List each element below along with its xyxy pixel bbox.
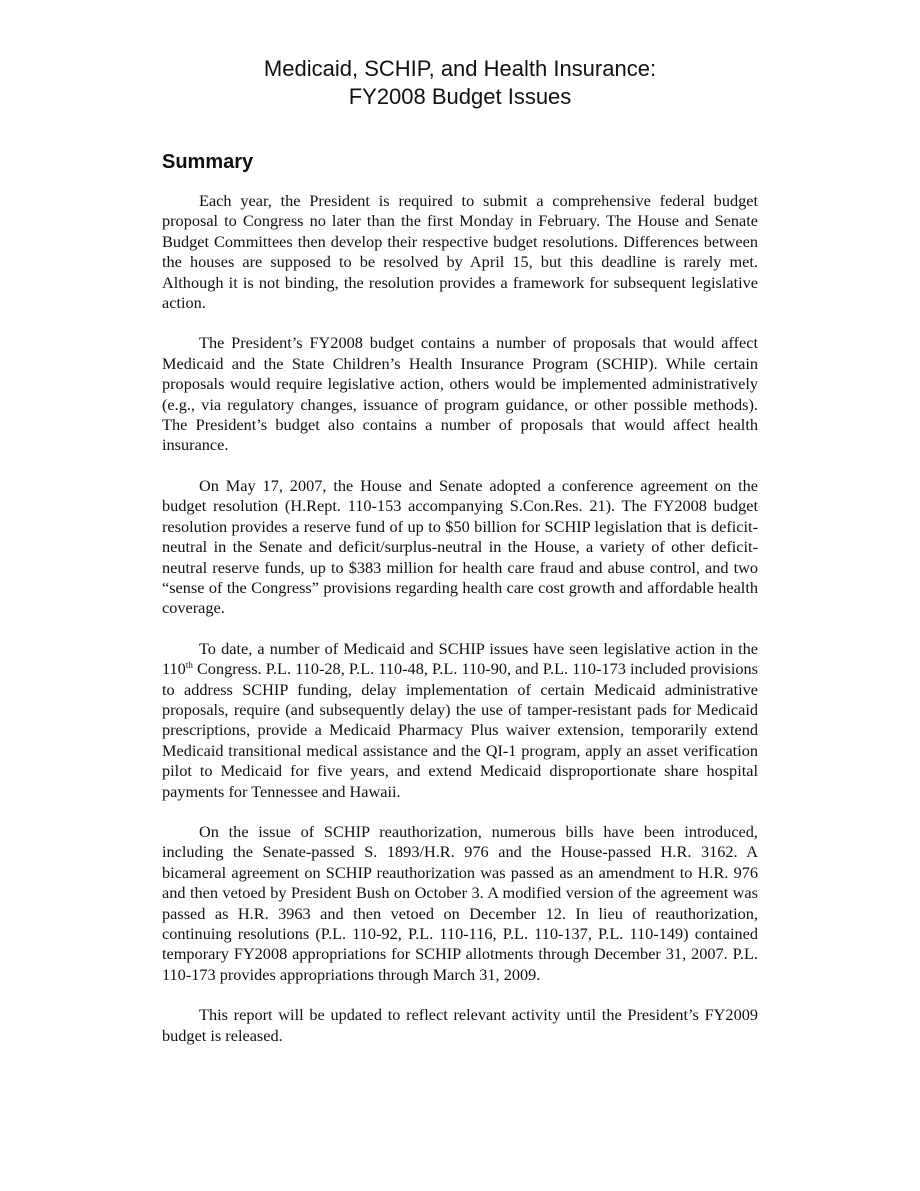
summary-paragraph-1: Each year, the President is required to submit a comprehensive federal budget proposal to Congress no later than the first Monday in February. The House and Senate Budget Committees then develop their respective budget resolutions. Differences between the houses are supposed to be resolved by April 15, but this deadline is rarely met. Although it is not binding, the resolution provides a framework for subsequent legislative action. (162, 191, 758, 313)
paragraph-4-text-end: Congress. P.L. 110-28, P.L. 110-48, P.L. 110-90, and P.L. 110-173 included provisions to address SCHIP funding, delay implementation of certain Medicaid administrative proposals, require (and subsequently delay) the use of tamper-resistant pads for Medicaid prescriptions, provide a Medicaid Pharmacy Plus waiver extension, temporarily extend Medicaid transitional medical assistance and the QI-1 program, apply an asset verification pilot to Medicaid for five years, and extend Medicaid disproportionate share hospital payments for Tennessee and Hawaii. (162, 659, 758, 801)
summary-paragraph-4 (162, 639, 758, 802)
summary-paragraph-5: On the issue of SCHIP reauthorization, numerous bills have been introduced, including the Senate-passed S. 1893/H.R. 976 and the House-passed H.R. 3162. A bicameral agreement on SCHIP reauthorization was passed as an amendment to H.R. 976 and then vetoed by President Bush on October 3. A modified version of the agreement was passed as H.R. 3963 and then vetoed on December 12. In lieu of reauthorization, continuing resolutions (P.L. 110-92, P.L. 110-116, P.L. 110-137, P.L. 110-149) contained temporary FY2008 appropriations for SCHIP allotments through December 31, 2007. P.L. 110-173 provides appropriations through March 31, 2009. (162, 821, 758, 984)
summary-heading: Summary (162, 151, 254, 173)
document-page (162, 55, 758, 1046)
document-title-line-2: FY2008 Budget Issues (348, 84, 572, 109)
ordinal-superscript: th (185, 660, 193, 671)
summary-paragraph-6: This report will be updated to reflect relevant activity until the President’s FY2009 budget is released. (162, 1005, 758, 1045)
document-title-line-1: Medicaid, SCHIP, and Health Insurance: (263, 56, 657, 81)
summary-paragraph-3: On May 17, 2007, the House and Senate adopted a conference agreement on the budget resolution (H.Rept. 110-153 accompanying S.Con.Res. 21). The FY2008 budget resolution provides a reserve fund of up to $50 billion for SCHIP legislation that is deficit-neutral in the Senate and deficit/surplus-neutral in the House, a variety of other deficit-neutral reserve funds, up to $383 million for health care fraud and abuse control, and two “sense of the Congress” provisions regarding health care cost growth and affordable health coverage. (162, 475, 758, 618)
summary-paragraph-2: The President’s FY2008 budget contains a number of proposals that would affect Medicaid and the State Children’s Health Insurance Program (SCHIP). While certain proposals would require legislative action, others would be implemented administratively (e.g., via regulatory changes, issuance of program guidance, or other possible methods). The President’s budget also contains a number of proposals that would affect health insurance. (162, 333, 758, 455)
paragraph-4-text-start: To date, a number of Medicaid and SCHIP issues have seen legislative action in the 110 (162, 638, 758, 679)
document-title (162, 55, 758, 111)
